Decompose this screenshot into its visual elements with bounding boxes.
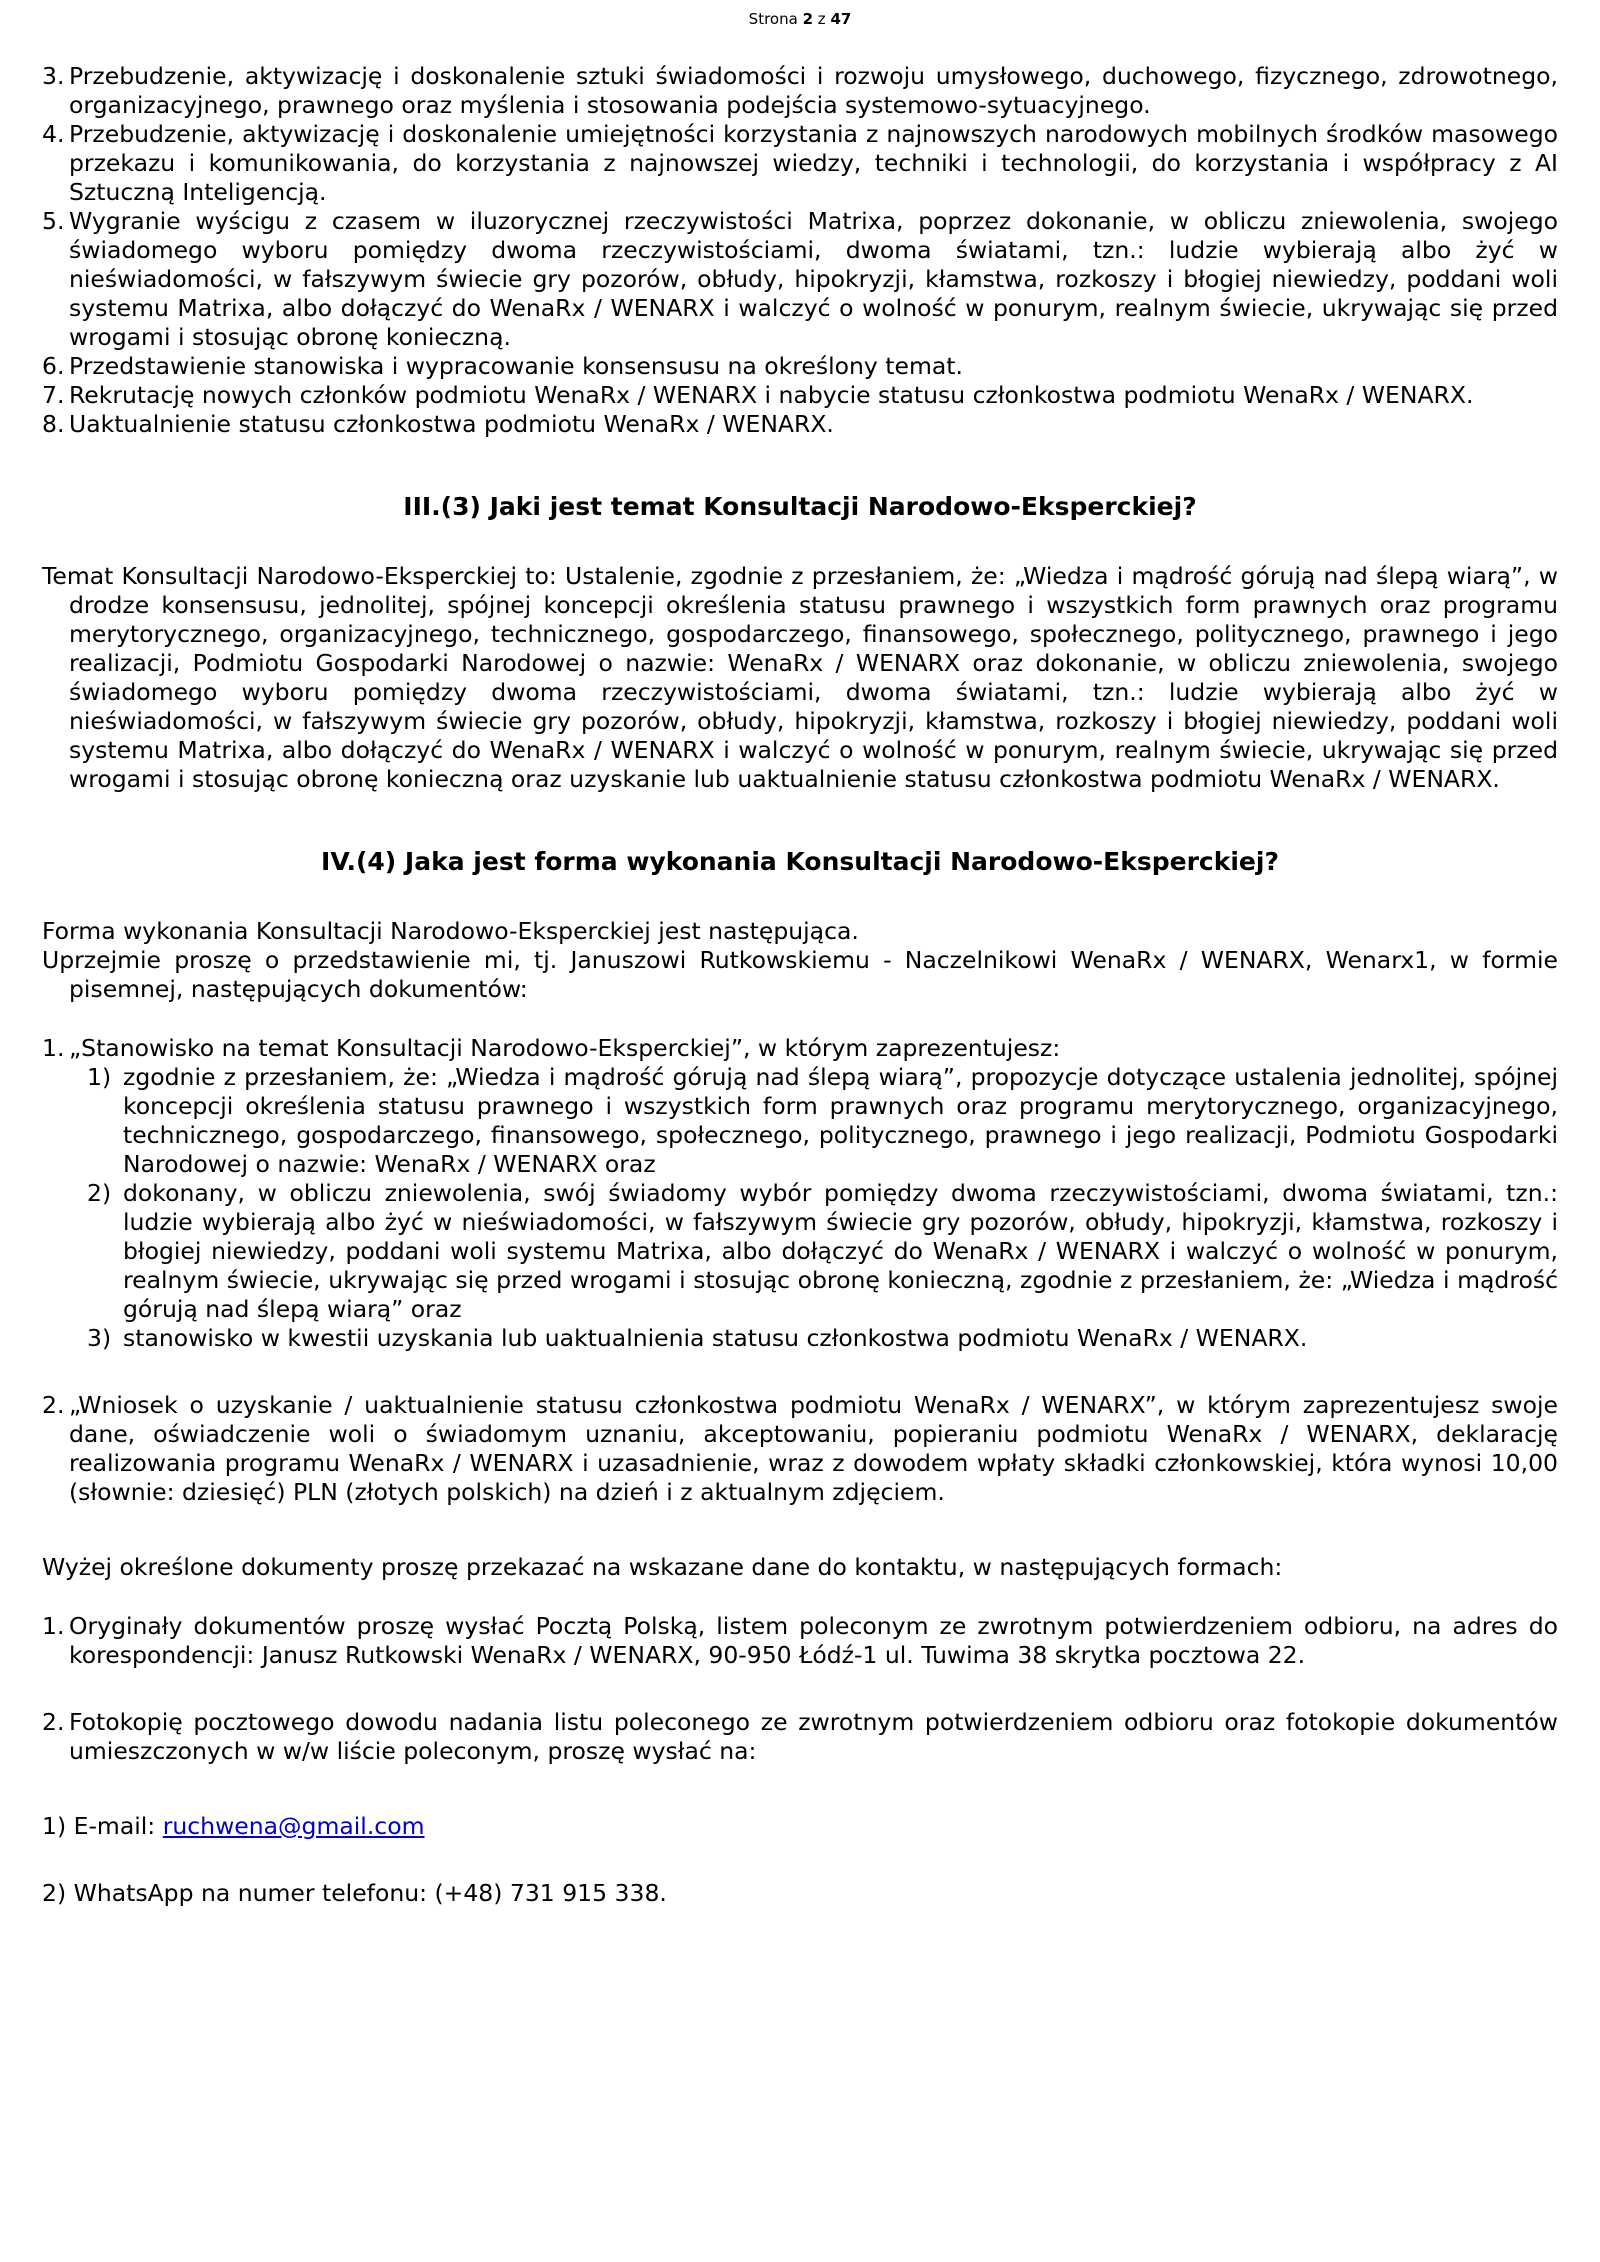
page-total-number: 47 (830, 10, 852, 28)
uprzejmie-paragraph: Uprzejmie proszę o przedstawienie mi, tj. Januszowi Rutkowskiemu - Naczelnikowi WenaRx / WENARX, Wenarx1, w formie pisemnej, następujących dokumentów: (42, 946, 1558, 1003)
document-item-1 (42, 1034, 1558, 1353)
list-item-text: Rekrutację nowych członków podmiotu WenaRx / WENARX i nabycie statusu członkostwa podmiotu WenaRx / WENARX. (69, 381, 1474, 409)
forma-intro-paragraph: Forma wykonania Konsultacji Narodowo-Eksperckiej jest następująca. (42, 917, 859, 945)
list-item-text: dokonany, w obliczu zniewolenia, swój świadomy wybór pomiędzy dwoma rzeczywistościami, dwoma światami, tzn.: ludzie wybierają albo żyć w nieświadomości, w fałszywym świecie gry pozorów, obłudy, hipokryzji, kłamstwa, rozkoszy i błogiej niewiedzy, poddani woli systemu Matrixa, albo dołączyć do WenaRx / WENARX i walczyć o wolność w ponurym, realnym świecie, ukrywając się przed wrogami i stosując obronę konieczną, zgodnie z przesłaniem, że: „Wiedza i mądrość górują nad ślepą wiarą” oraz (123, 1179, 1558, 1323)
document-item-1-content (69, 1034, 1558, 1353)
list-item-number: 2) (87, 1179, 112, 1207)
list-item-number: 1. (42, 1612, 65, 1640)
list-item-text: Przebudzenie, aktywizację i doskonalenie umiejętności korzystania z najnowszych narodowych mobilnych środków masowego przekazu i komunikowania, do korzystania z najnowszej wiedzy, techniki i technologii, do korzystania i współpracy z AI Sztuczną Inteligencją. (69, 120, 1558, 206)
list-item-number: 1) (87, 1063, 112, 1091)
contact-email-line (42, 1812, 1558, 1841)
email-link[interactable]: ruchwena@gmail.com (162, 1812, 425, 1840)
list-item-number: 5. (42, 207, 65, 235)
section-iii-paragraph: Temat Konsultacji Narodowo-Eksperckiej to: Ustalenie, zgodnie z przesłaniem, że: „Wiedza i mądrość górują nad ślepą wiarą”, w drodze konsensusu, jednolitej, spójnej koncepcji określenia statusu prawnego i wszystkich form prawnych oraz programu merytorycznego, organizacyjnego, technicznego, gospodarczego, finansowego, społecznego, politycznego, prawnego i jego realizacji, Podmiotu Gospodarki Narodowej o nazwie: WenaRx / WENARX oraz dokonanie, w obliczu zniewolenia, swojego świadomego wyboru pomiędzy dwoma rzeczywistościami, dwoma światami, tzn.: ludzie wybierają albo żyć w nieświadomości, w fałszywym świecie gry pozorów, obłudy, hipokryzji, kłamstwa, rozkoszy i błogiej niewiedzy, poddani woli systemu Matrixa, albo dołączyć do WenaRx / WENARX i walczyć o wolność w ponurym, realnym świecie, ukrywając się przed wrogami i stosując obronę konieczną oraz uzyskanie lub uaktualnienie statusu członkostwa podmiotu WenaRx / WENARX. (42, 562, 1558, 793)
list-item-text: Wygranie wyścigu z czasem w iluzorycznej rzeczywistości Matrixa, poprzez dokonanie, w obliczu zniewolenia, swojego świadomego wyboru pomiędzy dwoma rzeczywistościami, dwoma światami, tzn.: ludzie wybierają albo żyć w nieświadomości, w fałszywym świecie gry pozorów, obłudy, hipokryzji, kłamstwa, rozkoszy i błogiej niewiedzy, poddani woli systemu Matrixa, albo dołączyć do WenaRx / WENARX i walczyć o wolność w ponurym, realnym świecie, ukrywając się przed wrogami i stosując obronę konieczną. (69, 207, 1558, 351)
document-subitem (87, 1324, 1558, 1353)
list-item-number: 1. (42, 1034, 65, 1062)
list-item-number: 2. (42, 1708, 65, 1736)
list-item-text: stanowisko w kwestii uzyskania lub uaktualnienia statusu członkostwa podmiotu WenaRx / WENARX. (123, 1324, 1308, 1352)
list-item-number: 8. (42, 410, 65, 438)
document-item-2 (42, 1391, 1558, 1507)
list-item-text: Uaktualnienie statusu członkostwa podmiotu WenaRx / WENARX. (69, 410, 834, 438)
list-item (42, 352, 1558, 381)
goals-numbered-list (42, 62, 1558, 439)
page-of-label: z (817, 10, 826, 28)
list-item-number: 7. (42, 381, 65, 409)
list-item-number: 3) (87, 1324, 112, 1352)
email-label: E-mail: (73, 1812, 156, 1840)
list-item (42, 120, 1558, 207)
list-item-text: Przebudzenie, aktywizację i doskonalenie sztuki świadomości i rozwoju umysłowego, duchowego, fizycznego, zdrowotnego, organizacyjnego, prawnego oraz myślenia i stosowania podejścia systemowo-sytuacyjnego. (69, 62, 1558, 119)
list-item (42, 410, 1558, 439)
list-item-text: „Wniosek o uzyskanie / uaktualnienie statusu członkostwa podmiotu WenaRx / WENARX”, w którym zaprezentujesz swoje dane, oświadczenie woli o świadomym uznaniu, akceptowaniu, popieraniu podmiotu WenaRx / WENARX, deklarację realizowania programu WenaRx / WENARX i uzasadnienie, wraz z dowodem wpłaty składki członkowskiej, która wynosi 10,00 (słownie: dziesięć) PLN (złotych polskich) na dzień i z aktualnym zdjęciem. (69, 1391, 1558, 1506)
page-current-number: 2 (802, 10, 814, 28)
document-item-1-intro: „Stanowisko na temat Konsultacji Narodowo-Eksperckiej”, w którym zaprezentujesz: (69, 1034, 1061, 1062)
contact-whatsapp-line (42, 1879, 1558, 1908)
list-item-text: Oryginały dokumentów proszę wysłać Pocztą Polską, listem poleconym ze zwrotnym potwierdzeniem odbioru, na adres do korespondencji: Janusz Rutkowski WenaRx / WENARX, 90-950 Łódź-1 ul. Tuwima 38 skrytka pocztowa 22. (69, 1612, 1558, 1669)
delivery-intro-paragraph: Wyżej określone dokumenty proszę przekazać na wskazane dane do kontaktu, w następujących formach: (42, 1553, 1283, 1581)
document-subitem (87, 1063, 1558, 1179)
list-item-number: 3. (42, 62, 65, 90)
section-heading-iv: IV.(4) Jaka jest forma wykonania Konsultacji Narodowo-Eksperckiej? (321, 847, 1279, 876)
section-heading-iii: III.(3) Jaki jest temat Konsultacji Narodowo-Eksperckiej? (403, 492, 1197, 521)
whatsapp-text: WhatsApp na numer telefonu: (+48) 731 915 338. (73, 1879, 667, 1907)
delivery-item (42, 1708, 1558, 1766)
list-item-text: zgodnie z przesłaniem, że: „Wiedza i mądrość górują nad ślepą wiarą”, propozycje dotyczące ustalenia jednolitej, spójnej koncepcji określenia statusu prawnego i wszystkich form prawnych oraz programu merytorycznego, organizacyjnego, technicznego, gospodarczego, finansowego, społecznego, politycznego, prawnego i jego realizacji, Podmiotu Gospodarki Narodowej o nazwie: WenaRx / WENARX oraz (123, 1063, 1558, 1178)
delivery-item (42, 1612, 1558, 1670)
list-item (42, 62, 1558, 120)
document-subitem (87, 1179, 1558, 1324)
list-item-number: 4. (42, 120, 65, 148)
list-item (42, 381, 1558, 410)
list-item-number: 6. (42, 352, 65, 380)
list-item-text: Przedstawienie stanowiska i wypracowanie konsensusu na określony temat. (69, 352, 963, 380)
contact-number: 2) (42, 1879, 67, 1907)
page-label: Strona (748, 10, 798, 28)
list-item (42, 207, 1558, 352)
contact-number: 1) (42, 1812, 67, 1840)
list-item-number: 2. (42, 1391, 65, 1419)
list-item-text: Fotokopię pocztowego dowodu nadania listu poleconego ze zwrotnym potwierdzeniem odbioru oraz fotokopie dokumentów umieszczonych w w/w liście poleconym, proszę wysłać na: (69, 1708, 1558, 1765)
page-number-indicator (42, 10, 1558, 28)
